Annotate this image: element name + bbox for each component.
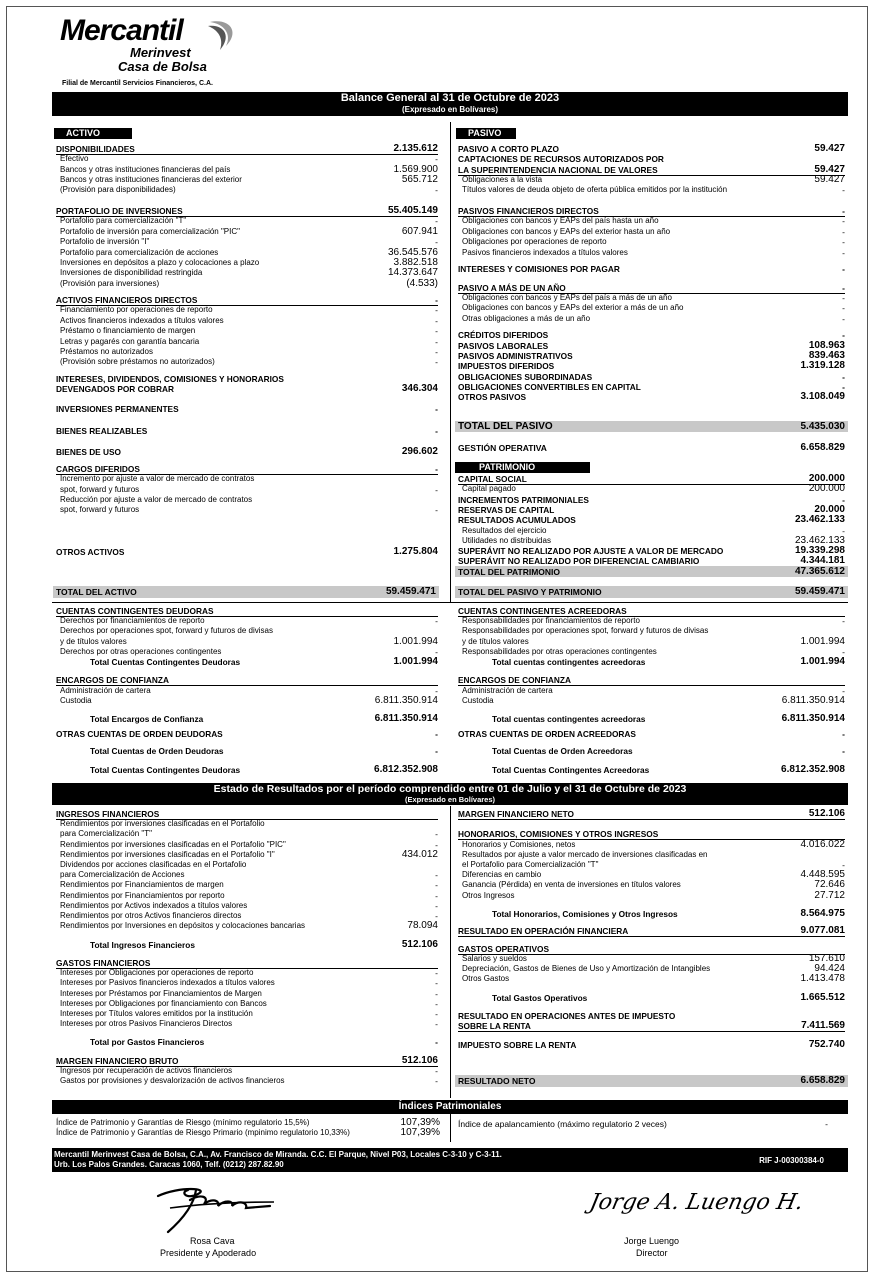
- row-label: Intereses por Pasivos financieros indexados a títulos valores: [60, 978, 275, 988]
- row-label: y de títulos valores: [60, 636, 127, 646]
- row-underline: [458, 936, 845, 937]
- row-label: Total Cuentas Contingentes Deudoras: [90, 657, 241, 667]
- signer-2-role: Director: [636, 1248, 668, 1258]
- row-label: Préstamo o financiamiento de margen: [60, 326, 196, 336]
- row-label: Total por Gastos Financieros: [90, 1037, 205, 1048]
- row-value: 59.427: [814, 174, 845, 186]
- column-divider-2: [450, 806, 451, 1098]
- row-label: Bancos y otras instituciones financieras del país: [60, 164, 231, 174]
- row-value: 23.462.133: [794, 514, 845, 526]
- indice-value-1: 107,39%: [400, 1117, 440, 1128]
- row-label: OTROS ACTIVOS: [56, 546, 125, 557]
- mercantil-logo: [60, 14, 250, 76]
- row-label: Efectivo: [60, 154, 89, 164]
- section-rule: [52, 602, 848, 603]
- row-value: (4.533): [406, 277, 438, 289]
- row-value: 1.001.994: [393, 635, 438, 647]
- row-value: -: [435, 237, 438, 248]
- row-label: Honorarios y Comisiones, netos: [462, 839, 576, 849]
- indice-value-3: -: [825, 1119, 828, 1129]
- row-label: MARGEN FINANCIERO BRUTO: [56, 1055, 179, 1066]
- row-value: -: [435, 900, 438, 911]
- row-label: Bancos y otras instituciones financieras del exterior: [60, 175, 242, 185]
- logo-brand: Mercantil: [60, 14, 183, 47]
- row-underline: [458, 819, 845, 820]
- row-value: -: [435, 505, 438, 516]
- row-label: CARGOS DIFERIDOS: [56, 463, 140, 474]
- row-underline: [458, 1031, 845, 1032]
- row-label: MARGEN FINANCIERO NETO: [458, 809, 575, 819]
- row-value: -: [435, 346, 438, 357]
- row-label: spot, forward y futuros: [60, 505, 140, 515]
- row-label: Rendimientos por otros Activos financieros directos: [60, 911, 242, 920]
- row-label: Total cuentas contingentes acreedoras: [492, 657, 646, 667]
- row-label: Portafolio de inversión "I": [60, 237, 150, 247]
- row-value: 6.811.350.914: [781, 694, 845, 706]
- row-value: 200.000: [808, 473, 845, 484]
- row-label: PASIVOS LABORALES: [458, 340, 549, 351]
- row-value: -: [842, 616, 845, 627]
- row-value: -: [435, 890, 438, 901]
- row-value: -: [435, 326, 438, 337]
- row-label: ENCARGOS DE CONFIANZA: [56, 675, 169, 686]
- row-value: -: [435, 484, 438, 495]
- row-label: Obligaciones con bancos y EAPs del exterior hasta un año: [462, 226, 671, 236]
- row-label: Rendimientos por Financiamientos de margen: [60, 880, 224, 890]
- row-value: -: [435, 880, 438, 891]
- row-value: 94.424: [814, 963, 845, 975]
- row-label: OTROS PASIVOS: [458, 392, 527, 403]
- row-label: (Provisión para inversiones): [60, 278, 160, 288]
- row-value: 565.712: [401, 174, 438, 186]
- row-value: -: [842, 226, 845, 237]
- indice-label-1: Índice de Patrimonio y Garantías de Riesgo (mínimo regulatorio 15,5%): [56, 1118, 310, 1127]
- row-label: Obligaciones por operaciones de reporto: [462, 237, 607, 247]
- row-label: OTRAS CUENTAS DE ORDEN DEUDORAS: [56, 729, 223, 740]
- row-label: BIENES REALIZABLES: [56, 425, 148, 436]
- row-value: -: [435, 216, 438, 227]
- row-label: CUENTAS CONTINGENTES ACREEDORAS: [458, 606, 627, 616]
- row-value: 78.094: [407, 920, 438, 932]
- row-value: -: [435, 998, 438, 1009]
- row-value: -: [435, 1076, 438, 1087]
- row-value: 512.106: [808, 808, 845, 819]
- row-label: Obligaciones a la vista: [462, 175, 543, 185]
- logo-swoosh-icon: [200, 16, 242, 58]
- total-activo-value: 59.459.471: [385, 586, 436, 597]
- row-label: PASIVO A CORTO PLAZO: [458, 144, 559, 154]
- row-label: Responsabilidades por otras operaciones contingentes: [462, 646, 657, 656]
- row-label: LA SUPERINTENDENCIA NACIONAL DE VALORES: [458, 164, 658, 175]
- row-value: -: [842, 303, 845, 314]
- row-value: 59.427: [814, 163, 845, 175]
- row-label: Total Cuentas de Orden Deudoras: [90, 745, 224, 756]
- row-value: -: [435, 616, 438, 627]
- indices-title: Índices Patrimoniales: [398, 1101, 502, 1112]
- row-label: Total Cuentas Contingentes Deudoras: [90, 765, 241, 776]
- row-label: Depreciación, Gastos de Bienes de Uso y Amortización de Intangibles: [462, 964, 711, 974]
- row-label: IMPUESTO SOBRE LA RENTA: [458, 1039, 577, 1050]
- row-label: Portafolio para comercialización de acciones: [60, 247, 219, 257]
- row-value: 2.135.612: [393, 143, 438, 154]
- row-label: Rendimientos por Financiamientos por reporto: [60, 890, 225, 900]
- row-value: -: [842, 247, 845, 258]
- row-label: Rendimientos por inversiones clasificadas en el Portafolio: [60, 819, 265, 829]
- row-value: -: [435, 403, 438, 414]
- row-label: ENCARGOS DE CONFIANZA: [458, 675, 571, 686]
- row-value: 3.882.518: [393, 256, 438, 268]
- row-value: -: [842, 382, 845, 393]
- indice-label-3: Índice de apalancamiento (máximo regulatorio 2 veces): [458, 1119, 667, 1129]
- row-label: Intereses por Préstamos por Financiamientos de Margen: [60, 988, 262, 998]
- row-label: Préstamos no autorizados: [60, 346, 153, 356]
- row-label: Responsabilidades por financiamientos de reporto: [462, 616, 640, 626]
- row-label: DISPONIBILIDADES: [56, 144, 135, 154]
- row-value: -: [435, 968, 438, 979]
- indices-band: [52, 1100, 848, 1114]
- gestion-label: GESTIÓN OPERATIVA: [458, 443, 547, 453]
- row-value: -: [435, 357, 438, 368]
- logo-sub1: Merinvest: [130, 45, 191, 60]
- row-label: Obligaciones con bancos y EAPs del exterior a más de un año: [462, 303, 684, 313]
- patrimonio-tag: PATRIMONIO: [455, 462, 590, 473]
- row-value: -: [842, 494, 845, 505]
- row-label: Pasivos financieros indexados a títulos valores: [462, 247, 628, 257]
- row-value: -: [435, 1008, 438, 1019]
- row-value: -: [435, 185, 438, 196]
- row-value: 20.000: [814, 503, 845, 515]
- total-pasivo-patrimonio-label: TOTAL DEL PASIVO Y PATRIMONIO: [458, 587, 602, 597]
- row-value: 512.106: [401, 938, 438, 950]
- row-label: Total Gastos Operativos: [492, 992, 588, 1003]
- row-label: Intereses por Obligaciones por financiamiento con Bancos: [60, 998, 267, 1008]
- row-underline: [56, 154, 438, 155]
- row-label: GASTOS FINANCIEROS: [56, 957, 151, 968]
- row-value: 434.012: [401, 848, 438, 860]
- row-value: 200.000: [808, 483, 845, 495]
- row-label: Financiamiento por operaciones de reporto: [60, 305, 213, 315]
- row-label: Intereses por otros Pasivos Financieros Directos: [60, 1019, 233, 1029]
- row-value: -: [842, 646, 845, 657]
- row-value: 8.564.975: [800, 907, 845, 919]
- row-label: Activos financieros indexados a títulos valores: [60, 315, 224, 325]
- row-label: Rendimientos por Activos indexados a títulos valores: [60, 900, 248, 910]
- row-label: Obligaciones con bancos y EAPs del país hasta un año: [462, 216, 659, 226]
- row-value: -: [842, 371, 845, 382]
- row-label: Custodia: [462, 695, 494, 705]
- row-value: -: [435, 1019, 438, 1030]
- resultados-title-band: [52, 783, 848, 805]
- row-value: 1.569.900: [393, 163, 438, 175]
- row-label: Rendimientos por inversiones clasificadas en el Portafolio "I": [60, 849, 275, 859]
- row-label: Gastos por provisiones y desvalorización de activos financieros: [60, 1076, 285, 1086]
- row-value: 59.427: [814, 143, 845, 154]
- row-label: Dividendos por acciones clasificadas en el Portafolio: [60, 860, 247, 869]
- row-value: -: [435, 305, 438, 316]
- row-value: -: [435, 685, 438, 696]
- total-pasivo-label: TOTAL DEL PASIVO: [458, 421, 553, 432]
- row-value: -: [435, 839, 438, 850]
- row-value: 1.275.804: [393, 545, 438, 557]
- footer-address-2: Urb. Los Palos Grandes. Caracas 1060, Telf. (0212) 287.82.90: [54, 1160, 284, 1169]
- row-label: PORTAFOLIO DE INVERSIONES: [56, 206, 183, 217]
- total-pasivo-patrimonio-value: 59.459.471: [794, 586, 845, 597]
- row-value: 6.811.350.914: [374, 694, 438, 706]
- row-label: Incremento por ajuste a valor de mercado de contratos: [60, 474, 255, 484]
- balance-title-band: [52, 92, 848, 116]
- row-label: Diferencias en cambio: [462, 870, 542, 880]
- balance-title: Balance General al 31 de Octubre de 2023: [340, 92, 560, 104]
- row-value: 6.811.350.914: [374, 713, 438, 725]
- activo-tag: ACTIVO: [54, 128, 132, 139]
- indice-value-2: 107,39%: [400, 1127, 440, 1138]
- row-value: 296.602: [401, 446, 438, 458]
- row-value: -: [842, 745, 845, 756]
- row-label: Total Ingresos Financieros: [90, 939, 195, 950]
- row-value: 14.373.647: [387, 267, 438, 279]
- column-divider: [450, 122, 451, 602]
- row-value: 4.344.181: [800, 555, 845, 567]
- total-patrimonio-value: 47.365.612: [794, 566, 845, 577]
- row-value: -: [435, 978, 438, 989]
- row-value: 1.001.994: [393, 656, 438, 667]
- row-value: 6.812.352.908: [374, 764, 438, 776]
- row-label: INCREMENTOS PATRIMONIALES: [458, 494, 589, 505]
- signer-1-name: Rosa Cava: [190, 1236, 235, 1246]
- row-label: Ingresos por recuperación de activos financieros: [60, 1066, 233, 1076]
- row-value: 1.001.994: [800, 656, 845, 667]
- row-value: -: [842, 264, 845, 275]
- row-label: Portafolio de inversión para comercialización "PIC": [60, 226, 240, 236]
- row-value: 72.646: [814, 879, 845, 891]
- row-label: Portafolio para comercialización "T": [60, 216, 187, 226]
- row-value: 19.339.298: [794, 545, 845, 557]
- row-label: SUPERÁVIT NO REALIZADO POR DIFERENCIAL CAMBIARIO: [458, 556, 700, 567]
- filial-text: Filial de Mercantil Servicios Financieros, C.A.: [62, 80, 213, 87]
- total-patrimonio-label: TOTAL DEL PATRIMONIO: [458, 567, 560, 577]
- row-value: 108.963: [808, 339, 845, 351]
- row-label: RESULTADO EN OPERACIÓN FINANCIERA: [458, 926, 629, 937]
- total-pasivo-value: 5.435.030: [800, 421, 845, 432]
- row-label: (Provisión sobre préstamos no autorizados): [60, 357, 215, 367]
- row-value: -: [435, 745, 438, 756]
- row-label: SUPERÁVIT NO REALIZADO POR AJUSTE A VALOR DE MERCADO: [458, 546, 724, 557]
- row-label: Total cuentas contingentes acreedoras: [492, 714, 646, 725]
- row-value: -: [842, 185, 845, 196]
- row-value: 36.545.576: [387, 246, 438, 258]
- row-value: -: [842, 729, 845, 740]
- footer-address-1: Mercantil Merinvest Casa de Bolsa, C.A., Av. Francisco de Miranda. C.C. El Parque, Nivel P03, Locales C-3-10 y C-3-11.: [54, 1150, 502, 1159]
- row-label: (Provisión para disponibilidades): [60, 185, 176, 195]
- row-value: 55.405.149: [387, 205, 438, 217]
- row-label: Derechos por otras operaciones contingentes: [60, 646, 222, 656]
- row-label: INGRESOS FINANCIEROS: [56, 809, 160, 819]
- row-label: ACTIVOS FINANCIEROS DIRECTOS: [56, 295, 198, 306]
- row-label: INTERESES Y COMISIONES POR PAGAR: [458, 264, 620, 275]
- row-label: Total Encargos de Confianza: [90, 714, 204, 725]
- row-label: para Comercialización "T": [60, 829, 152, 839]
- row-label: Rendimientos por Inversiones en depósitos y colocaciones bancarias: [60, 921, 306, 931]
- signature-rosa-cava-icon: [150, 1178, 280, 1236]
- row-value: -: [842, 330, 845, 341]
- row-label: Administración de cartera: [462, 685, 553, 695]
- row-label: Administración de cartera: [60, 685, 151, 695]
- row-label: Letras y pagarés con garantía bancaria: [60, 336, 200, 346]
- row-label: el Portafolio para Comercialización "T": [462, 860, 599, 869]
- resultados-subtitle: (Expresado en Bolívares): [404, 795, 496, 804]
- row-label: y de títulos valores: [462, 636, 529, 646]
- row-label: OTRAS CUENTAS DE ORDEN ACREEDORAS: [458, 729, 636, 740]
- row-value: -: [435, 1066, 438, 1077]
- row-value: 157.610: [808, 952, 845, 964]
- row-label: Salarios y sueldos: [462, 953, 527, 963]
- row-label: Custodia: [60, 695, 92, 705]
- row-label: CUENTAS CONTINGENTES DEUDORAS: [56, 606, 214, 616]
- row-label: Resultados del ejercicio: [462, 525, 547, 535]
- row-value: 607.941: [401, 225, 438, 237]
- signer-2-name: Jorge Luengo: [624, 1236, 680, 1246]
- row-label: PASIVO A MÁS DE UN AÑO: [458, 282, 566, 293]
- row-label: Utilidades no distribuidas: [462, 535, 551, 545]
- balance-subtitle: (Expresado en Bolívares): [401, 105, 499, 114]
- row-value: 27.712: [814, 889, 845, 901]
- row-value: 6.812.352.908: [781, 764, 845, 776]
- row-label: Total Honorarios, Comisiones y Otros Ingresos: [492, 908, 678, 919]
- row-label: BIENES DE USO: [56, 447, 122, 458]
- indice-label-2: Índice de Patrimonio y Garantías de Riesgo Primario (mpinimo regulatorio 10,33%): [56, 1128, 350, 1137]
- row-label: OBLIGACIONES SUBORDINADAS: [458, 371, 593, 382]
- row-label: DEVENGADOS POR COBRAR: [56, 384, 175, 395]
- row-value: 3.108.049: [800, 391, 845, 403]
- signature-jorge-luengo: Jorge A. Luengo H.: [587, 1190, 806, 1215]
- row-value: -: [842, 525, 845, 536]
- row-label: HONORARIOS, COMISIONES Y OTROS INGRESOS: [458, 829, 659, 840]
- row-value: 346.304: [401, 383, 438, 395]
- row-value: 839.463: [808, 350, 845, 361]
- row-value: -: [435, 911, 438, 921]
- row-value: -: [842, 860, 845, 870]
- row-value: 1.665.512: [800, 991, 845, 1003]
- row-value: -: [435, 425, 438, 436]
- row-value: -: [435, 154, 438, 165]
- total-activo-label: TOTAL DEL ACTIVO: [56, 587, 137, 597]
- row-value: -: [842, 282, 845, 293]
- footer-rif: RIF J-00300384-0: [759, 1156, 824, 1165]
- row-value: -: [842, 206, 845, 217]
- row-label: GASTOS OPERATIVOS: [458, 943, 549, 954]
- row-label: CAPITAL SOCIAL: [458, 474, 527, 484]
- row-value: -: [435, 646, 438, 657]
- row-label: Responsabilidades por operaciones spot, forward y futuros de divisas: [462, 626, 709, 636]
- row-label: RESERVAS DE CAPITAL: [458, 504, 555, 515]
- row-value: -: [842, 237, 845, 248]
- row-label: INTERESES, DIVIDENDOS, COMISIONES Y HONORARIOS: [56, 373, 284, 384]
- row-label: OBLIGACIONES CONVERTIBLES EN CAPITAL: [458, 382, 641, 393]
- row-label: spot, forward y futuros: [60, 484, 140, 494]
- row-label: IMPUESTOS DIFERIDOS: [458, 361, 555, 372]
- row-label: RESULTADOS ACUMULADOS: [458, 515, 576, 526]
- row-label: Resultados por ajuste a valor mercado de inversiones clasificadas en: [462, 849, 708, 859]
- signer-1-role: Presidente y Apoderado: [160, 1248, 257, 1258]
- row-value: 1.319.128: [800, 360, 845, 372]
- row-label: Intereses por Obligaciones por operaciones de reporto: [60, 968, 254, 978]
- row-label: Otras obligaciones a más de un año: [462, 313, 591, 323]
- resultado-neto-value: 6.658.829: [800, 1075, 845, 1086]
- row-value: 4.448.595: [800, 869, 845, 881]
- row-label: Inversiones en depósitos a plazo y colocaciones a plazo: [60, 257, 260, 267]
- row-label: Obligaciones con bancos y EAPs del país a más de un año: [462, 293, 672, 303]
- column-divider-3: [450, 1114, 451, 1142]
- row-value: -: [435, 463, 438, 474]
- row-label: para Comercialización de Acciones: [60, 870, 185, 880]
- row-value: 7.411.569: [801, 1020, 845, 1032]
- row-value: 1.001.994: [800, 635, 845, 647]
- row-value: -: [435, 870, 438, 881]
- row-value: 9.077.081: [800, 925, 845, 937]
- row-label: Intereses por Títulos valores emitidos por la institución: [60, 1008, 253, 1018]
- row-label: Rendimientos por inversiones clasificadas en el Portafolio "PIC": [60, 839, 286, 849]
- row-value: 512.106: [401, 1054, 438, 1066]
- row-value: -: [842, 313, 845, 324]
- row-value: 4.016.022: [800, 838, 845, 850]
- row-value: -: [435, 295, 438, 306]
- row-value: -: [842, 216, 845, 227]
- row-underline: [458, 484, 845, 485]
- row-label: Títulos valores de deuda objeto de oferta pública emitidos por la institución: [462, 185, 728, 195]
- row-value: -: [435, 1037, 438, 1048]
- gestion-value: 6.658.829: [800, 442, 845, 453]
- pasivo-tag: PASIVO: [456, 128, 516, 139]
- row-label: Otros Ingresos: [462, 890, 515, 900]
- resultado-neto-label: RESULTADO NETO: [458, 1076, 536, 1086]
- row-label: Otros Gastos: [462, 974, 510, 984]
- resultados-title: Estado de Resultados por el período comprendido entre 01 de Julio y el 31 de Octubre de 2023: [213, 783, 687, 795]
- row-label: PASIVOS ADMINISTRATIVOS: [458, 351, 573, 361]
- row-value: 1.413.478: [800, 973, 845, 985]
- row-value: -: [435, 315, 438, 326]
- row-label: CAPTACIONES DE RECURSOS AUTORIZADOS POR: [458, 154, 664, 165]
- row-label: Derechos por financiamientos de reporto: [60, 616, 205, 626]
- row-value: 752.740: [808, 1038, 845, 1050]
- row-value: -: [435, 336, 438, 347]
- footer-band: [52, 1148, 848, 1172]
- row-label: RESULTADO EN OPERACIONES ANTES DE IMPUESTO: [458, 1010, 676, 1021]
- row-label: CRÉDITOS DIFERIDOS: [458, 330, 549, 341]
- row-value: -: [435, 988, 438, 999]
- row-value: -: [842, 685, 845, 696]
- row-label: Derechos por operaciones spot, forward y futuros de divisas: [60, 626, 273, 636]
- logo-sub2: Casa de Bolsa: [118, 59, 207, 74]
- row-label: INVERSIONES PERMANENTES: [56, 403, 179, 414]
- row-label: PASIVOS FINANCIEROS DIRECTOS: [458, 206, 599, 217]
- row-value: -: [842, 293, 845, 304]
- row-label: Capital pagado: [462, 484, 516, 494]
- row-label: Inversiones de disponibilidad restringida: [60, 268, 203, 278]
- row-value: 23.462.133: [794, 534, 845, 546]
- row-value: -: [435, 729, 438, 740]
- row-label: Total Cuentas de Orden Acreedoras: [492, 745, 633, 756]
- row-value: -: [435, 829, 438, 840]
- row-label: Ganancia (Pérdida) en venta de inversiones en títulos valores: [462, 880, 681, 890]
- row-label: SOBRE LA RENTA: [458, 1021, 531, 1032]
- row-label: Reducción por ajuste a valor de mercado de contratos: [60, 494, 253, 504]
- row-label: Total Cuentas Contingentes Acreedoras: [492, 765, 650, 776]
- row-value: 6.811.350.914: [781, 713, 845, 725]
